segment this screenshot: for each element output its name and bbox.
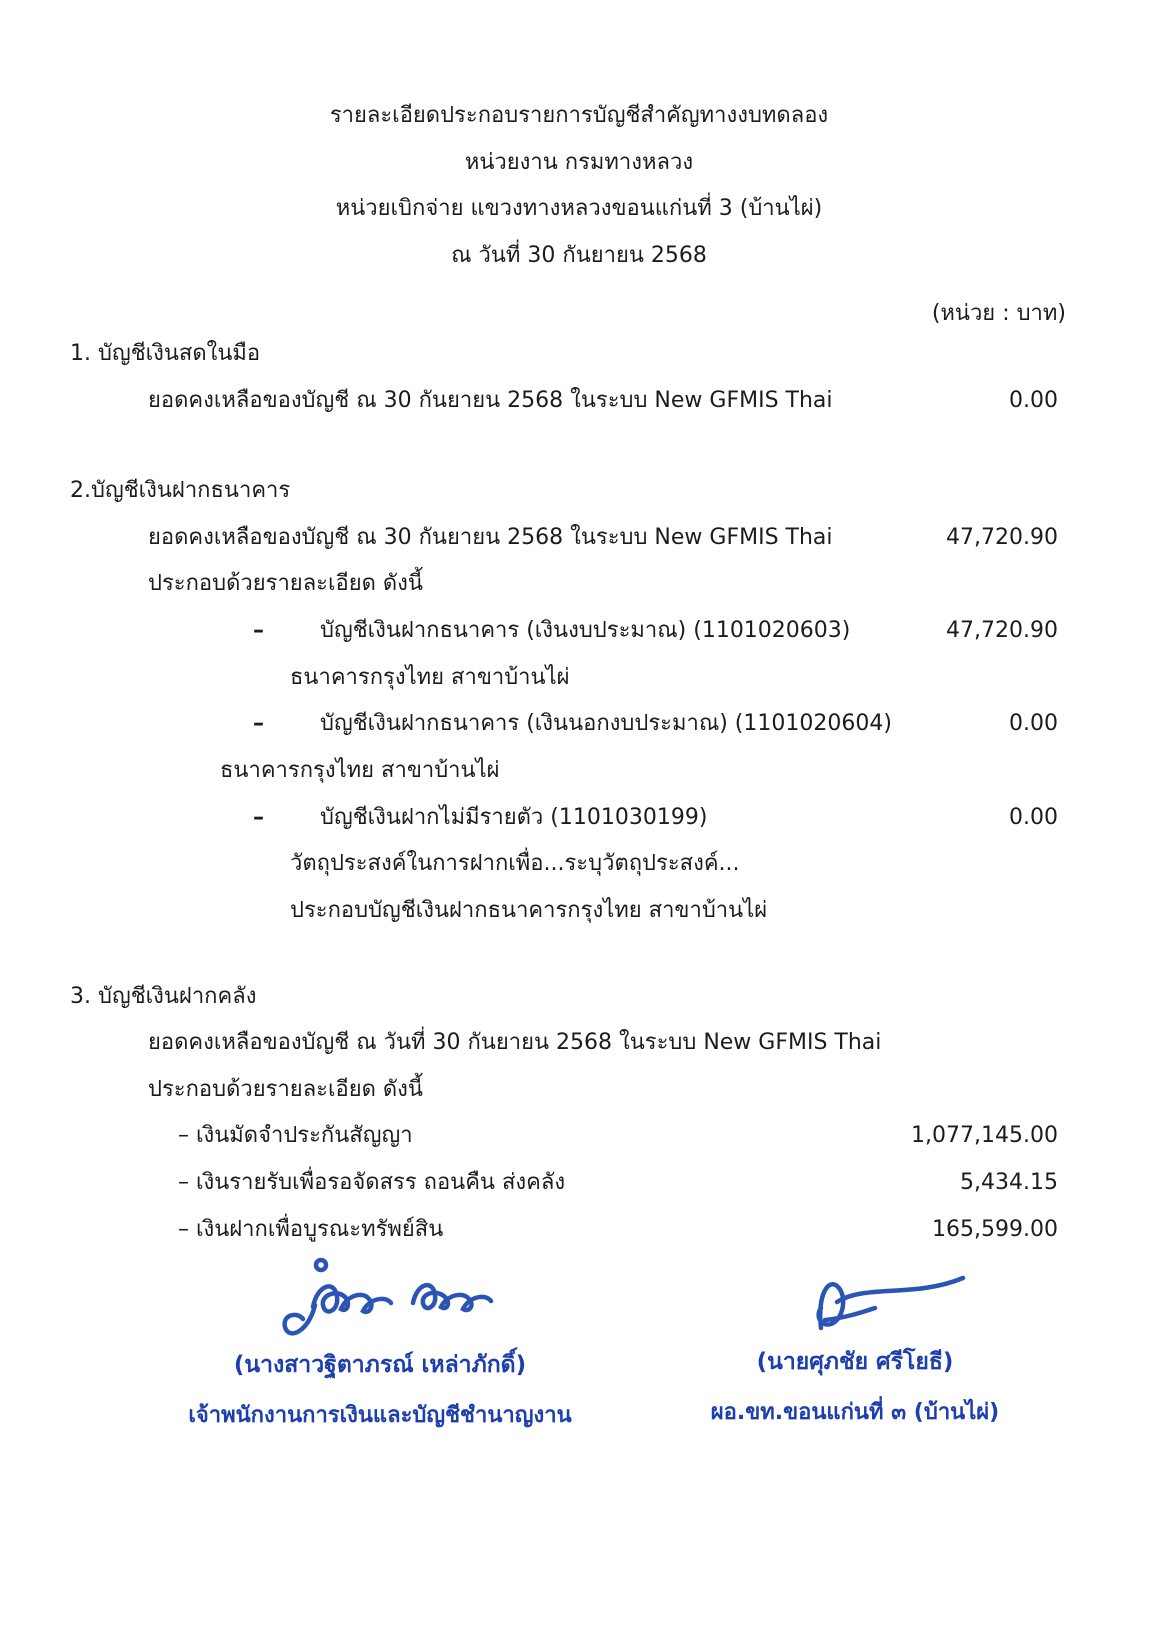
section2-item1-bank-note: ธนาคารกรุงไทย สาขาบ้านไผ่ <box>290 665 570 690</box>
section2-heading: 2.บัญชีเงินฝากธนาคาร <box>70 478 291 503</box>
section3-item3-value: 165,599.00 <box>932 1217 1058 1242</box>
section3-item2-value: 5,434.15 <box>960 1170 1058 1195</box>
section2-item3-value: 0.00 <box>1009 805 1058 830</box>
section3-item3-label: – เงินฝากเพื่อบูรณะทรัพย์สิน <box>178 1217 444 1242</box>
section1-balance-value: 0.00 <box>1009 388 1058 413</box>
page-title: รายละเอียดประกอบรายการบัญชีสำคัญทางงบทดลอง <box>329 103 829 128</box>
signer-name-left: (นางสาวฐิตาภรณ์ เหล่าภักดิ์) <box>233 1352 527 1378</box>
agency-line: หน่วยงาน กรมทางหลวง <box>464 150 694 175</box>
signer-position-left: เจ้าพนักงานการเงินและบัญชีชำนาญงาน <box>188 1403 572 1428</box>
section3-item1-value: 1,077,145.00 <box>911 1123 1058 1148</box>
section2-item2-bank-note: ธนาคารกรุงไทย สาขาบ้านไผ่ <box>220 758 500 783</box>
unit-note: (หน่วย : บาท) <box>931 301 1066 326</box>
disbursement-unit-line: หน่วยเบิกจ่าย แขวงทางหลวงขอนแก่นที่ 3 (บ้านไผ่) <box>335 196 823 221</box>
bullet-dash: – <box>253 711 264 736</box>
bullet-dash: – <box>253 805 264 830</box>
section2-item1-value: 47,720.90 <box>946 618 1058 643</box>
signer-position-right: ผอ.ขท.ขอนแก่นที่ ๓ (บ้านไผ่) <box>710 1400 1000 1425</box>
section2-item3-purpose-note: วัตถุประสงค์ในการฝากเพื่อ...ระบุวัตถุประสงค์... <box>290 851 740 876</box>
section3-heading: 3. บัญชีเงินฝากคลัง <box>70 984 257 1009</box>
signer-name-right: (นายศุภชัย ศรีโยธี) <box>756 1349 954 1375</box>
section2-balance-label: ยอดคงเหลือของบัญชี ณ 30 กันยายน 2568 ในระบบ New GFMIS Thai <box>148 525 833 550</box>
section3-item1-label: – เงินมัดจำประกันสัญญา <box>178 1123 413 1148</box>
handwritten-signature-icon <box>725 1268 985 1340</box>
section2-balance-value: 47,720.90 <box>946 525 1058 550</box>
section2-detail-intro: ประกอบด้วยรายละเอียด ดังนี้ <box>148 571 423 596</box>
section2-item2-label: บัญชีเงินฝากธนาคาร (เงินนอกงบประมาณ) (1101020604) <box>320 711 892 736</box>
section3-item2-label: – เงินรายรับเพื่อรอจัดสรร ถอนคืน ส่งคลัง <box>178 1170 566 1195</box>
handwritten-signature-icon <box>255 1255 505 1343</box>
section3-detail-intro: ประกอบด้วยรายละเอียด ดังนี้ <box>148 1077 423 1102</box>
signature-block-right <box>655 1268 1055 1429</box>
bullet-dash: – <box>253 618 264 643</box>
section1-balance-label: ยอดคงเหลือของบัญชี ณ 30 กันยายน 2568 ในระบบ New GFMIS Thai <box>148 388 833 413</box>
section2-item3-label: บัญชีเงินฝากไม่มีรายตัว (1101030199) <box>320 805 708 830</box>
signature-block-left <box>180 1255 580 1432</box>
as-of-date-line: ณ วันที่ 30 กันยายน 2568 <box>451 243 707 268</box>
section2-item3-bank-note: ประกอบบัญชีเงินฝากธนาคารกรุงไทย สาขาบ้านไผ่ <box>290 898 768 923</box>
section2-item2-value: 0.00 <box>1009 711 1058 736</box>
section2-item1-label: บัญชีเงินฝากธนาคาร (เงินงบประมาณ) (1101020603) <box>320 618 851 643</box>
section1-heading: 1. บัญชีเงินสดในมือ <box>70 341 261 366</box>
section3-balance-label: ยอดคงเหลือของบัญชี ณ วันที่ 30 กันยายน 2568 ในระบบ New GFMIS Thai <box>148 1030 882 1055</box>
